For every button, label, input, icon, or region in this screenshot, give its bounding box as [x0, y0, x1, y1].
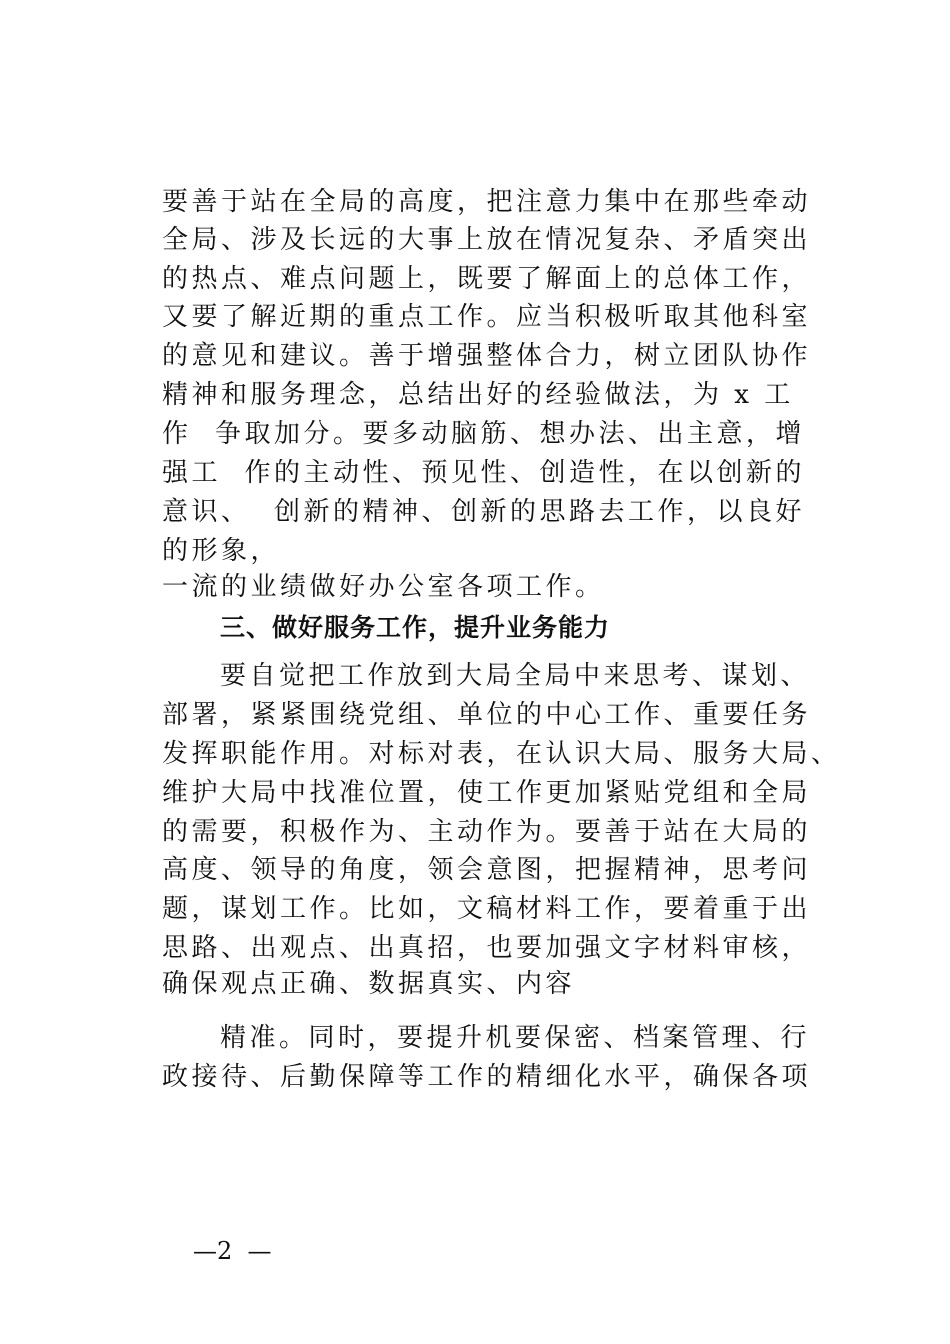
text-line: 的热点、难点问题上，既要了解面上的总体工作， [162, 264, 812, 294]
text-line: 意识、 创新的精神、创新的思路去工作，以良好 [162, 497, 806, 527]
text-line: 一流的业绩做好办公室各项工作。 [162, 572, 605, 602]
text-line: 政接待、后勤保障等工作的精细化水平，确保各项 [162, 1062, 812, 1092]
text-line: 高度、领导的角度，领会意图，把握精神，思考问 [162, 855, 812, 885]
text-line: 的形象， [162, 536, 281, 566]
text-line: 题，谋划工作。比如，文稿材料工作，要着重于出 [162, 894, 812, 924]
text-line: 要善于站在全局的高度，把注意力集中在那些牵动 [162, 187, 812, 217]
section-heading: 三、做好服务工作，提升业务能力 [220, 613, 611, 642]
text-line: 的意见和建议。善于增强整体合力，树立团队协作 [162, 341, 812, 371]
text-line: 部署，紧紧围绕党组、单位的中心工作、重要任务 [162, 700, 812, 730]
text-line: 思路、出观点、出真招，也要加强文字材料审核， [162, 933, 812, 963]
text-line: 维护大局中找准位置，使工作更加紧贴党组和全局 [162, 778, 812, 808]
text-line: 要自觉把工作放到大局全局中来思考、谋划、 [220, 661, 811, 691]
text-line: 发挥职能作用。对标对表，在认识大局、服务大局、 [162, 739, 841, 769]
text-line: 全局、涉及长远的大事上放在情况复杂、矛盾突出 [162, 225, 812, 255]
text-line: 的需要，积极作为、主动作为。要善于站在大局的 [162, 817, 812, 847]
text-line: 强工 作的主动性、预见性、创造性，在以创新的 [162, 458, 806, 488]
page-number: —2 — [193, 1237, 272, 1265]
text-line: 确保观点正确、数据真实、内容 [162, 969, 576, 999]
text-line: 作 争取加分。要多动脑筋、想办法、出主意，增 [162, 419, 806, 449]
text-line: 精神和服务理念，总结出好的经验做法，为 x 工 [162, 380, 794, 410]
text-line: 又要了解近期的重点工作。应当积极听取其他科室 [162, 302, 812, 332]
text-line: 精准。同时，要提升机要保密、档案管理、行 [220, 1023, 811, 1053]
